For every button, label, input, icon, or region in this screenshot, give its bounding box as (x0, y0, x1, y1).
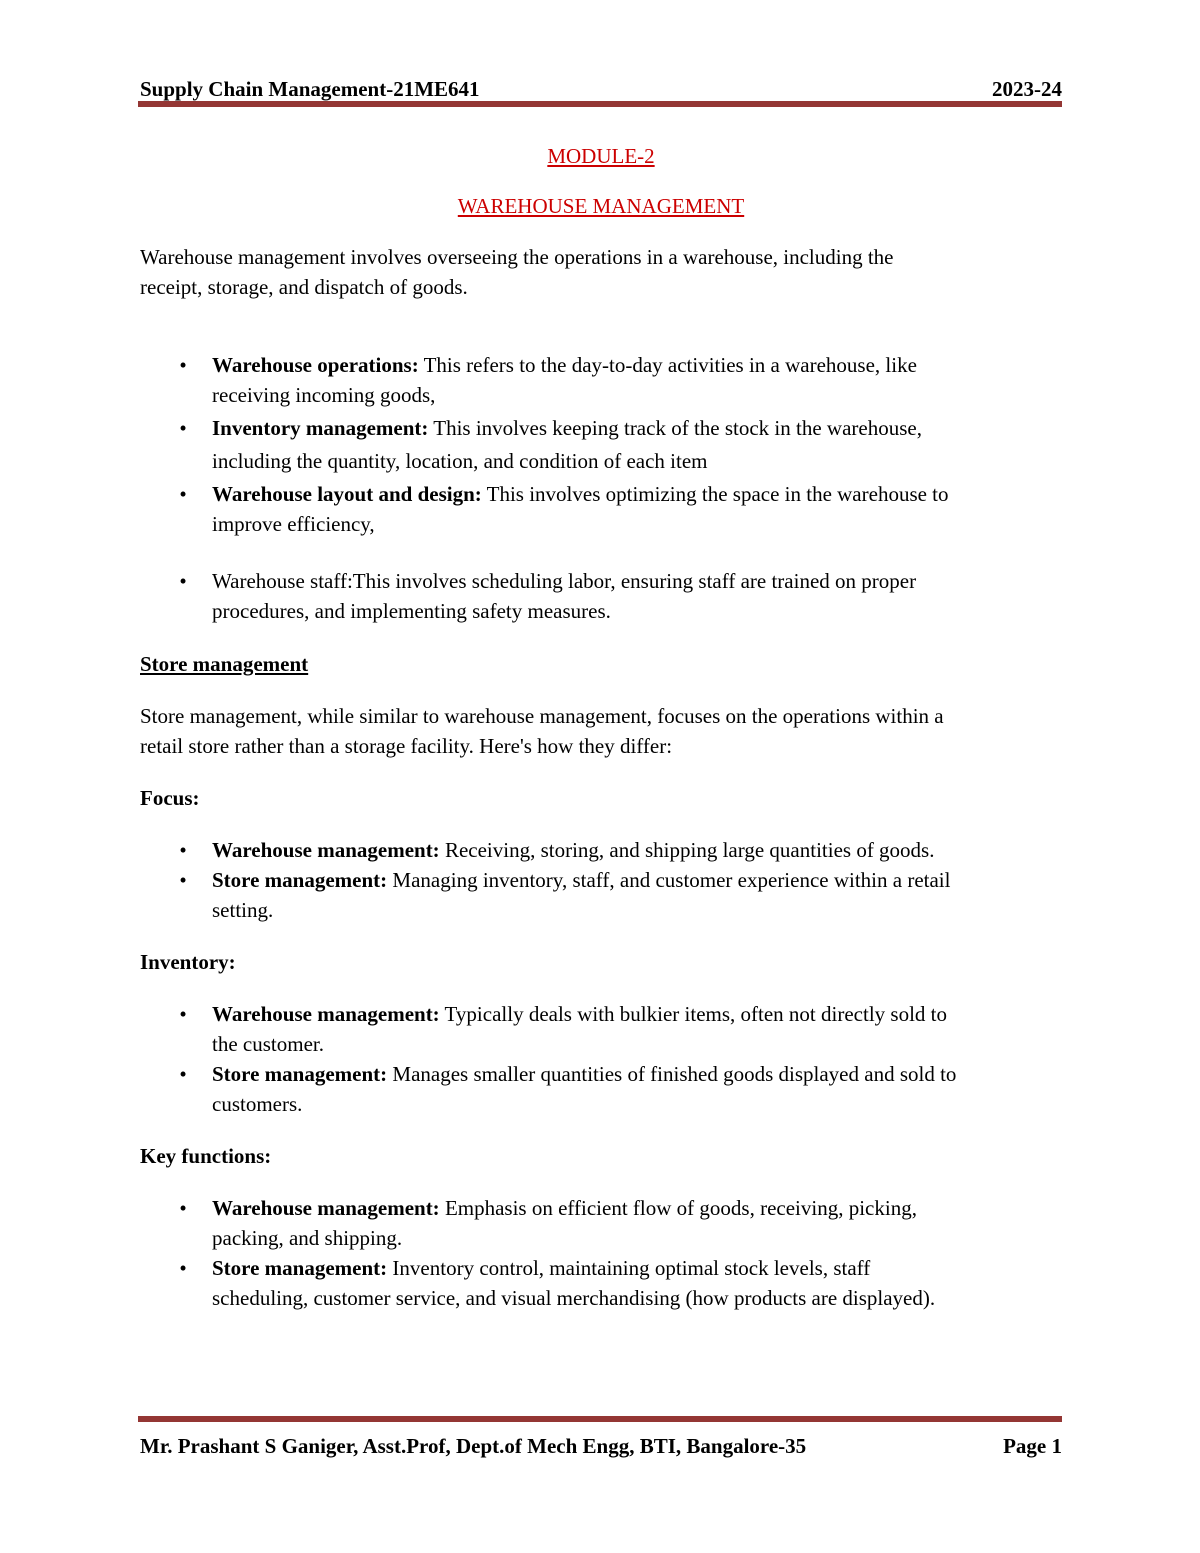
item-label: Warehouse management: (212, 1002, 440, 1026)
item-text: including the quantity, location, and condition of each item (212, 449, 708, 473)
page-footer (140, 1431, 1062, 1461)
module-title: MODULE-2 (547, 144, 655, 168)
document-body (140, 138, 1062, 1313)
item-text: Emphasis on efficient flow of goods, receiving, picking, (439, 1196, 917, 1220)
item-label: Store management: (212, 868, 388, 892)
intro-paragraph (140, 242, 1062, 302)
list-item (140, 413, 1062, 476)
header-title: Supply Chain Management-21ME641 (140, 77, 480, 101)
item-label: Store management: (212, 1062, 388, 1086)
bullet-icon: • (179, 1256, 187, 1280)
item-text: the customer. (212, 1032, 324, 1056)
item-text: scheduling, customer service, and visual merchandising (how products are displayed). (212, 1286, 936, 1310)
item-text: Inventory control, maintaining optimal stock levels, staff (387, 1256, 871, 1280)
store-intro-paragraph (140, 701, 1062, 761)
list-item (140, 1193, 1062, 1253)
item-label: Warehouse management: (212, 1196, 440, 1220)
item-text: Receiving, storing, and shipping large quantities of goods. (439, 838, 935, 862)
item-text: This involves optimizing the space in the warehouse to (481, 482, 949, 506)
section-title: WAREHOUSE MANAGEMENT (457, 194, 745, 218)
bullet-icon: • (179, 353, 187, 377)
item-text: Typically deals with bulkier items, often not directly sold to (439, 1002, 947, 1026)
item-text: Warehouse staff:This involves scheduling labor, ensuring staff are trained on proper (212, 569, 917, 593)
item-text: Managing inventory, staff, and customer experience within a retail (387, 868, 951, 892)
inventory-heading: Inventory: (140, 950, 236, 974)
bullet-icon: • (179, 482, 187, 506)
bullet-icon: • (179, 416, 187, 440)
header-year: 2023-24 (992, 77, 1062, 101)
item-label: Warehouse management: (212, 838, 440, 862)
focus-list (140, 835, 1062, 925)
item-text: This refers to the day-to-day activities in a warehouse, like (418, 353, 917, 377)
bullet-icon: • (179, 838, 187, 862)
list-item (140, 1059, 1062, 1119)
store-intro-line: retail store rather than a storage facility. Here's how they differ: (140, 734, 673, 758)
bullet-icon: • (179, 569, 187, 593)
key-functions-list (140, 1193, 1062, 1313)
item-text: receiving incoming goods, (212, 383, 436, 407)
item-text: Manages smaller quantities of finished goods displayed and sold to (387, 1062, 957, 1086)
inventory-list (140, 999, 1062, 1119)
key-functions-heading: Key functions: (140, 1144, 272, 1168)
item-text: improve efficiency, (212, 512, 375, 536)
store-management-heading: Store management (140, 652, 309, 676)
list-item (140, 1253, 1062, 1313)
store-intro-line: Store management, while similar to warehouse management, focuses on the operations within a (140, 704, 944, 728)
page-number: Page 1 (1003, 1434, 1062, 1458)
list-item (140, 865, 1062, 925)
item-label: Inventory management: (212, 416, 429, 440)
item-text: This involves keeping track of the stock in the warehouse, (428, 416, 922, 440)
item-text: customers. (212, 1092, 303, 1116)
footer-author: Mr. Prashant S Ganiger, Asst.Prof, Dept.of Mech Engg, BTI, Bangalore-35 (140, 1434, 807, 1458)
bullet-icon: • (179, 1196, 187, 1220)
list-item (140, 835, 1062, 865)
list-item (140, 350, 1062, 410)
item-label: Warehouse operations: (212, 353, 419, 377)
list-item (140, 566, 1062, 626)
list-item (140, 999, 1062, 1059)
bullet-icon: • (179, 1002, 187, 1026)
item-text: procedures, and implementing safety measures. (212, 599, 611, 623)
focus-heading: Focus: (140, 786, 200, 810)
item-text: packing, and shipping. (212, 1226, 403, 1250)
page-header (140, 74, 1062, 104)
item-label: Store management: (212, 1256, 388, 1280)
intro-line: receipt, storage, and dispatch of goods. (140, 275, 468, 299)
item-label: Warehouse layout and design: (212, 482, 482, 506)
list-item (140, 479, 1062, 539)
bullet-icon: • (179, 868, 187, 892)
bullet-icon: • (179, 1062, 187, 1086)
intro-line: Warehouse management involves overseeing the operations in a warehouse, including the (140, 245, 894, 269)
item-text: setting. (212, 898, 274, 922)
header-rule (138, 101, 1062, 107)
warehouse-points-list (140, 350, 1062, 626)
footer-rule (138, 1416, 1062, 1422)
